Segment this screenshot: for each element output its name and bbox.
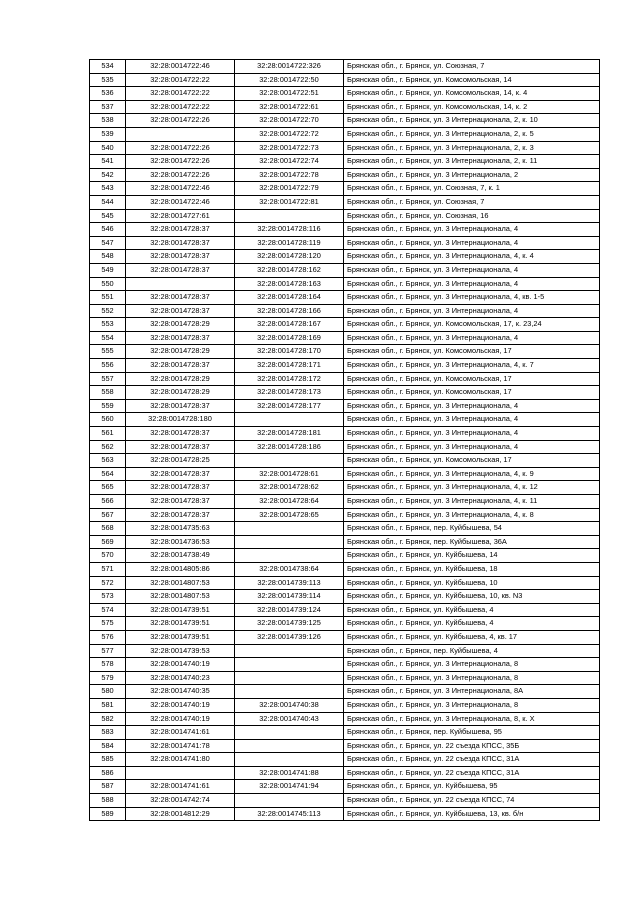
parent-cadastral-cell: 32:28:0014740:19	[126, 658, 235, 672]
table-row	[90, 685, 600, 699]
address-cell: Брянская обл., г. Брянск, ул. 3 Интернационала, 4, к. 9	[344, 467, 600, 481]
cadastral-number-cell	[235, 658, 344, 672]
table-row	[90, 413, 600, 427]
cadastral-number-cell: 32:28:0014728:171	[235, 359, 344, 373]
cadastral-number-cell: 32:28:0014728:172	[235, 372, 344, 386]
address-cell: Брянская обл., г. Брянск, ул. 22 съезда КПСС, 31А	[344, 766, 600, 780]
row-number-cell: 554	[90, 331, 126, 345]
parent-cadastral-cell: 32:28:0014728:37	[126, 495, 235, 509]
parent-cadastral-cell: 32:28:0014722:22	[126, 73, 235, 87]
cadastral-number-cell	[235, 726, 344, 740]
address-cell: Брянская обл., г. Брянск, ул. 3 Интернационала, 2, к. 3	[344, 141, 600, 155]
table-row	[90, 195, 600, 209]
row-number-cell: 536	[90, 87, 126, 101]
cadastral-number-cell: 32:28:0014722:51	[235, 87, 344, 101]
address-cell: Брянская обл., г. Брянск, ул. Куйбышева, 10	[344, 576, 600, 590]
address-cell: Брянская обл., г. Брянск, ул. Комсомольская, 17	[344, 345, 600, 359]
cadastral-number-cell: 32:28:0014728:173	[235, 386, 344, 400]
table-row	[90, 630, 600, 644]
address-cell: Брянская обл., г. Брянск, ул. 3 Интернационала, 8	[344, 698, 600, 712]
parent-cadastral-cell: 32:28:0014739:51	[126, 630, 235, 644]
row-number-cell: 568	[90, 522, 126, 536]
row-number-cell: 583	[90, 726, 126, 740]
parent-cadastral-cell: 32:28:0014728:29	[126, 345, 235, 359]
row-number-cell: 549	[90, 263, 126, 277]
parent-cadastral-cell: 32:28:0014735:63	[126, 522, 235, 536]
row-number-cell: 539	[90, 127, 126, 141]
address-cell: Брянская обл., г. Брянск, ул. Комсомольская, 14	[344, 73, 600, 87]
parent-cadastral-cell: 32:28:0014728:37	[126, 236, 235, 250]
cadastral-number-cell: 32:28:0014728:170	[235, 345, 344, 359]
address-cell: Брянская обл., г. Брянск, ул. Союзная, 16	[344, 209, 600, 223]
row-number-cell: 548	[90, 250, 126, 264]
cadastral-number-cell: 32:28:0014722:79	[235, 182, 344, 196]
cadastral-number-cell: 32:28:0014728:64	[235, 495, 344, 509]
address-cell: Брянская обл., г. Брянск, ул. 3 Интернационала, 8, к. X	[344, 712, 600, 726]
row-number-cell: 551	[90, 291, 126, 305]
address-cell: Брянская обл., г. Брянск, ул. Куйбышева, 10, кв. N3	[344, 590, 600, 604]
row-number-cell: 562	[90, 440, 126, 454]
address-cell: Брянская обл., г. Брянск, ул. 3 Интернационала, 4	[344, 223, 600, 237]
table-row	[90, 250, 600, 264]
parent-cadastral-cell: 32:28:0014728:29	[126, 318, 235, 332]
row-number-cell: 558	[90, 386, 126, 400]
table-row	[90, 345, 600, 359]
table-row	[90, 576, 600, 590]
row-number-cell: 535	[90, 73, 126, 87]
address-cell: Брянская обл., г. Брянск, ул. 3 Интернационала, 2	[344, 168, 600, 182]
address-cell: Брянская обл., г. Брянск, ул. 3 Интернационала, 8	[344, 658, 600, 672]
parent-cadastral-cell: 32:28:0014741:80	[126, 753, 235, 767]
parent-cadastral-cell: 32:28:0014740:35	[126, 685, 235, 699]
parent-cadastral-cell: 32:28:0014722:22	[126, 100, 235, 114]
cadastral-number-cell: 32:28:0014728:119	[235, 236, 344, 250]
row-number-cell: 563	[90, 454, 126, 468]
table-row	[90, 671, 600, 685]
table-row	[90, 644, 600, 658]
parent-cadastral-cell: 32:28:0014728:37	[126, 359, 235, 373]
row-number-cell: 588	[90, 794, 126, 808]
row-number-cell: 586	[90, 766, 126, 780]
table-row	[90, 712, 600, 726]
table-row	[90, 807, 600, 821]
cadastral-number-cell: 32:28:0014728:61	[235, 467, 344, 481]
cadastral-number-cell: 32:28:0014728:177	[235, 399, 344, 413]
parent-cadastral-cell: 32:28:0014722:46	[126, 60, 235, 74]
parent-cadastral-cell	[126, 277, 235, 291]
cadastral-number-cell: 32:28:0014728:162	[235, 263, 344, 277]
cadastral-number-cell: 32:28:0014739:125	[235, 617, 344, 631]
row-number-cell: 580	[90, 685, 126, 699]
parent-cadastral-cell: 32:28:0014728:37	[126, 331, 235, 345]
cadastral-number-cell: 32:28:0014728:166	[235, 304, 344, 318]
row-number-cell: 543	[90, 182, 126, 196]
table-row	[90, 726, 600, 740]
cadastral-number-cell: 32:28:0014722:78	[235, 168, 344, 182]
cadastral-number-cell: 32:28:0014741:88	[235, 766, 344, 780]
address-cell: Брянская обл., г. Брянск, ул. 3 Интернационала, 2, к. 10	[344, 114, 600, 128]
row-number-cell: 556	[90, 359, 126, 373]
table-row	[90, 331, 600, 345]
cadastral-number-cell: 32:28:0014738:64	[235, 562, 344, 576]
table-row	[90, 508, 600, 522]
table-row	[90, 481, 600, 495]
row-number-cell: 589	[90, 807, 126, 821]
address-cell: Брянская обл., г. Брянск, ул. Союзная, 7, к. 1	[344, 182, 600, 196]
row-number-cell: 573	[90, 590, 126, 604]
cadastral-number-cell: 32:28:0014728:65	[235, 508, 344, 522]
row-number-cell: 578	[90, 658, 126, 672]
table-row	[90, 454, 600, 468]
parent-cadastral-cell: 32:28:0014728:37	[126, 304, 235, 318]
table-row	[90, 114, 600, 128]
address-cell: Брянская обл., г. Брянск, ул. 3 Интернационала, 4	[344, 331, 600, 345]
table-row	[90, 440, 600, 454]
cadastral-number-cell: 32:28:0014722:61	[235, 100, 344, 114]
parent-cadastral-cell: 32:28:0014739:51	[126, 617, 235, 631]
parent-cadastral-cell: 32:28:0014728:37	[126, 291, 235, 305]
address-cell: Брянская обл., г. Брянск, ул. 3 Интернационала, 4	[344, 413, 600, 427]
address-cell: Брянская обл., г. Брянск, пер. Куйбышева, 4	[344, 644, 600, 658]
cadastral-number-cell	[235, 413, 344, 427]
cadastral-number-cell: 32:28:0014728:167	[235, 318, 344, 332]
address-cell: Брянская обл., г. Брянск, ул. Куйбышева, 13, кв. б/н	[344, 807, 600, 821]
address-cell: Брянская обл., г. Брянск, ул. Куйбышева, 4	[344, 617, 600, 631]
parent-cadastral-cell: 32:28:0014722:26	[126, 168, 235, 182]
cadastral-number-cell: 32:28:0014728:164	[235, 291, 344, 305]
table-row	[90, 522, 600, 536]
table-row	[90, 87, 600, 101]
parent-cadastral-cell: 32:28:0014740:19	[126, 712, 235, 726]
parent-cadastral-cell: 32:28:0014728:37	[126, 250, 235, 264]
table-row	[90, 603, 600, 617]
parent-cadastral-cell: 32:28:0014728:29	[126, 386, 235, 400]
table-row	[90, 263, 600, 277]
cadastral-number-cell: 32:28:0014722:74	[235, 155, 344, 169]
row-number-cell: 547	[90, 236, 126, 250]
parent-cadastral-cell: 32:28:0014722:46	[126, 182, 235, 196]
address-cell: Брянская обл., г. Брянск, ул. 3 Интернационала, 4, к. 7	[344, 359, 600, 373]
parent-cadastral-cell: 32:28:0014728:37	[126, 263, 235, 277]
table-row	[90, 467, 600, 481]
row-number-cell: 567	[90, 508, 126, 522]
parent-cadastral-cell: 32:28:0014722:26	[126, 141, 235, 155]
address-cell: Брянская обл., г. Брянск, ул. 22 съезда КПСС, 31А	[344, 753, 600, 767]
address-cell: Брянская обл., г. Брянск, ул. Куйбышева, 4, кв. 17	[344, 630, 600, 644]
table-row	[90, 549, 600, 563]
table-body	[90, 60, 600, 821]
cadastral-number-cell: 32:28:0014728:62	[235, 481, 344, 495]
parent-cadastral-cell: 32:28:0014736:53	[126, 535, 235, 549]
parent-cadastral-cell: 32:28:0014722:26	[126, 155, 235, 169]
parent-cadastral-cell: 32:28:0014722:26	[126, 114, 235, 128]
row-number-cell: 560	[90, 413, 126, 427]
address-cell: Брянская обл., г. Брянск, ул. Союзная, 7	[344, 60, 600, 74]
address-cell: Брянская обл., г. Брянск, ул. Комсомольская, 14, к. 4	[344, 87, 600, 101]
cadastral-number-cell: 32:28:0014728:120	[235, 250, 344, 264]
cadastral-number-cell: 32:28:0014728:169	[235, 331, 344, 345]
parent-cadastral-cell: 32:28:0014807:53	[126, 576, 235, 590]
row-number-cell: 576	[90, 630, 126, 644]
table-row	[90, 182, 600, 196]
table-row	[90, 73, 600, 87]
row-number-cell: 572	[90, 576, 126, 590]
cadastral-number-cell: 32:28:0014739:114	[235, 590, 344, 604]
address-cell: Брянская обл., г. Брянск, пер. Куйбышева, 54	[344, 522, 600, 536]
cadastral-number-cell: 32:28:0014745:113	[235, 807, 344, 821]
cadastral-number-cell	[235, 753, 344, 767]
parent-cadastral-cell: 32:28:0014739:53	[126, 644, 235, 658]
table-row	[90, 318, 600, 332]
table-row	[90, 223, 600, 237]
row-number-cell: 579	[90, 671, 126, 685]
table-row	[90, 141, 600, 155]
parent-cadastral-cell: 32:28:0014728:29	[126, 372, 235, 386]
address-cell: Брянская обл., г. Брянск, ул. 3 Интернационала, 4, кв. 1-5	[344, 291, 600, 305]
table-row	[90, 562, 600, 576]
row-number-cell: 571	[90, 562, 126, 576]
table-row	[90, 60, 600, 74]
cadastral-number-cell: 32:28:0014722:326	[235, 60, 344, 74]
cadastral-number-cell: 32:28:0014728:116	[235, 223, 344, 237]
cadastral-number-cell	[235, 685, 344, 699]
cadastral-number-cell: 32:28:0014722:70	[235, 114, 344, 128]
address-cell: Брянская обл., г. Брянск, ул. 3 Интернационала, 4	[344, 399, 600, 413]
parcel-table	[89, 59, 600, 821]
table-row	[90, 359, 600, 373]
address-cell: Брянская обл., г. Брянск, ул. 22 съезда КПСС, 35Б	[344, 739, 600, 753]
row-number-cell: 541	[90, 155, 126, 169]
parent-cadastral-cell	[126, 766, 235, 780]
row-number-cell: 584	[90, 739, 126, 753]
address-cell: Брянская обл., г. Брянск, ул. Комсомольская, 14, к. 2	[344, 100, 600, 114]
table-row	[90, 617, 600, 631]
parent-cadastral-cell: 32:28:0014722:22	[126, 87, 235, 101]
parent-cadastral-cell: 32:28:0014742:74	[126, 794, 235, 808]
parent-cadastral-cell: 32:28:0014805:86	[126, 562, 235, 576]
table-row	[90, 236, 600, 250]
parent-cadastral-cell: 32:28:0014728:37	[126, 440, 235, 454]
table-row	[90, 127, 600, 141]
parent-cadastral-cell: 32:28:0014739:51	[126, 603, 235, 617]
address-cell: Брянская обл., г. Брянск, ул. Куйбышева, 14	[344, 549, 600, 563]
address-cell: Брянская обл., г. Брянск, ул. 3 Интернационала, 4	[344, 236, 600, 250]
parent-cadastral-cell: 32:28:0014741:78	[126, 739, 235, 753]
table-row	[90, 386, 600, 400]
cadastral-number-cell: 32:28:0014722:72	[235, 127, 344, 141]
row-number-cell: 574	[90, 603, 126, 617]
cadastral-number-cell: 32:28:0014728:186	[235, 440, 344, 454]
row-number-cell: 582	[90, 712, 126, 726]
table-row	[90, 209, 600, 223]
row-number-cell: 581	[90, 698, 126, 712]
parent-cadastral-cell: 32:28:0014740:23	[126, 671, 235, 685]
table-row	[90, 168, 600, 182]
cadastral-number-cell: 32:28:0014722:81	[235, 195, 344, 209]
row-number-cell: 553	[90, 318, 126, 332]
parent-cadastral-cell: 32:28:0014812:29	[126, 807, 235, 821]
table-row	[90, 495, 600, 509]
table-row	[90, 304, 600, 318]
cadastral-number-cell	[235, 535, 344, 549]
address-cell: Брянская обл., г. Брянск, ул. Комсомольская, 17	[344, 386, 600, 400]
parent-cadastral-cell: 32:28:0014741:61	[126, 726, 235, 740]
cadastral-number-cell: 32:28:0014722:50	[235, 73, 344, 87]
row-number-cell: 570	[90, 549, 126, 563]
parent-cadastral-cell: 32:28:0014728:37	[126, 508, 235, 522]
row-number-cell: 559	[90, 399, 126, 413]
table-row	[90, 739, 600, 753]
cadastral-number-cell	[235, 209, 344, 223]
row-number-cell: 534	[90, 60, 126, 74]
row-number-cell: 587	[90, 780, 126, 794]
row-number-cell: 569	[90, 535, 126, 549]
row-number-cell: 564	[90, 467, 126, 481]
address-cell: Брянская обл., г. Брянск, ул. 3 Интернационала, 2, к. 11	[344, 155, 600, 169]
row-number-cell: 552	[90, 304, 126, 318]
parent-cadastral-cell: 32:28:0014807:53	[126, 590, 235, 604]
parent-cadastral-cell: 32:28:0014738:49	[126, 549, 235, 563]
row-number-cell: 540	[90, 141, 126, 155]
address-cell: Брянская обл., г. Брянск, ул. 3 Интернационала, 4, к. 11	[344, 495, 600, 509]
row-number-cell: 542	[90, 168, 126, 182]
row-number-cell: 546	[90, 223, 126, 237]
table-row	[90, 780, 600, 794]
table-row	[90, 277, 600, 291]
table-row	[90, 372, 600, 386]
cadastral-number-cell	[235, 549, 344, 563]
cadastral-number-cell	[235, 671, 344, 685]
address-cell: Брянская обл., г. Брянск, ул. Комсомольская, 17	[344, 372, 600, 386]
table-row	[90, 291, 600, 305]
row-number-cell: 565	[90, 481, 126, 495]
parent-cadastral-cell	[126, 127, 235, 141]
row-number-cell: 538	[90, 114, 126, 128]
parent-cadastral-cell: 32:28:0014728:37	[126, 467, 235, 481]
table-row	[90, 155, 600, 169]
table-row	[90, 698, 600, 712]
address-cell: Брянская обл., г. Брянск, ул. Куйбышева, 18	[344, 562, 600, 576]
address-cell: Брянская обл., г. Брянск, ул. 3 Интернационала, 8	[344, 671, 600, 685]
address-cell: Брянская обл., г. Брянск, ул. Комсомольская, 17	[344, 454, 600, 468]
table-row	[90, 100, 600, 114]
cadastral-number-cell: 32:28:0014739:126	[235, 630, 344, 644]
parent-cadastral-cell: 32:28:0014740:19	[126, 698, 235, 712]
document-page	[89, 59, 600, 821]
parent-cadastral-cell: 32:28:0014728:180	[126, 413, 235, 427]
address-cell: Брянская обл., г. Брянск, ул. Комсомольская, 17, к. 23,24	[344, 318, 600, 332]
row-number-cell: 557	[90, 372, 126, 386]
parent-cadastral-cell: 32:28:0014728:37	[126, 399, 235, 413]
parent-cadastral-cell: 32:28:0014728:25	[126, 454, 235, 468]
parent-cadastral-cell: 32:28:0014727:61	[126, 209, 235, 223]
address-cell: Брянская обл., г. Брянск, ул. 3 Интернационала, 4, к. 8	[344, 508, 600, 522]
row-number-cell: 545	[90, 209, 126, 223]
row-number-cell: 537	[90, 100, 126, 114]
cadastral-number-cell	[235, 522, 344, 536]
address-cell: Брянская обл., г. Брянск, ул. 3 Интернационала, 8А	[344, 685, 600, 699]
address-cell: Брянская обл., г. Брянск, ул. 3 Интернационала, 4	[344, 440, 600, 454]
row-number-cell: 544	[90, 195, 126, 209]
parent-cadastral-cell: 32:28:0014728:37	[126, 223, 235, 237]
table-row	[90, 535, 600, 549]
address-cell: Брянская обл., г. Брянск, ул. Куйбышева, 95	[344, 780, 600, 794]
table-row	[90, 427, 600, 441]
table-row	[90, 753, 600, 767]
row-number-cell: 555	[90, 345, 126, 359]
parent-cadastral-cell: 32:28:0014722:46	[126, 195, 235, 209]
address-cell: Брянская обл., г. Брянск, ул. 3 Интернационала, 4	[344, 427, 600, 441]
address-cell: Брянская обл., г. Брянск, ул. 3 Интернационала, 4, к. 4	[344, 250, 600, 264]
cadastral-number-cell: 32:28:0014740:38	[235, 698, 344, 712]
cadastral-number-cell	[235, 454, 344, 468]
table-row	[90, 399, 600, 413]
row-number-cell: 577	[90, 644, 126, 658]
cadastral-number-cell: 32:28:0014728:181	[235, 427, 344, 441]
table-row	[90, 766, 600, 780]
row-number-cell: 561	[90, 427, 126, 441]
address-cell: Брянская обл., г. Брянск, пер. Куйбышева, 36А	[344, 535, 600, 549]
table-row	[90, 590, 600, 604]
cadastral-number-cell	[235, 739, 344, 753]
table-row	[90, 658, 600, 672]
cadastral-number-cell: 32:28:0014741:94	[235, 780, 344, 794]
address-cell: Брянская обл., г. Брянск, пер. Куйбышева, 95	[344, 726, 600, 740]
address-cell: Брянская обл., г. Брянск, ул. 3 Интернационала, 4, к. 12	[344, 481, 600, 495]
row-number-cell: 585	[90, 753, 126, 767]
cadastral-number-cell: 32:28:0014728:163	[235, 277, 344, 291]
address-cell: Брянская обл., г. Брянск, ул. Союзная, 7	[344, 195, 600, 209]
address-cell: Брянская обл., г. Брянск, ул. 3 Интернационала, 4	[344, 263, 600, 277]
address-cell: Брянская обл., г. Брянск, ул. 3 Интернационала, 2, к. 5	[344, 127, 600, 141]
cadastral-number-cell	[235, 794, 344, 808]
row-number-cell: 566	[90, 495, 126, 509]
cadastral-number-cell: 32:28:0014739:113	[235, 576, 344, 590]
address-cell: Брянская обл., г. Брянск, ул. 3 Интернационала, 4	[344, 277, 600, 291]
row-number-cell: 575	[90, 617, 126, 631]
address-cell: Брянская обл., г. Брянск, ул. Куйбышева, 4	[344, 603, 600, 617]
parent-cadastral-cell: 32:28:0014741:61	[126, 780, 235, 794]
table-row	[90, 794, 600, 808]
parent-cadastral-cell: 32:28:0014728:37	[126, 481, 235, 495]
cadastral-number-cell	[235, 644, 344, 658]
address-cell: Брянская обл., г. Брянск, ул. 22 съезда КПСС, 74	[344, 794, 600, 808]
row-number-cell: 550	[90, 277, 126, 291]
cadastral-number-cell: 32:28:0014739:124	[235, 603, 344, 617]
parent-cadastral-cell: 32:28:0014728:37	[126, 427, 235, 441]
cadastral-number-cell: 32:28:0014740:43	[235, 712, 344, 726]
address-cell: Брянская обл., г. Брянск, ул. 3 Интернационала, 4	[344, 304, 600, 318]
cadastral-number-cell: 32:28:0014722:73	[235, 141, 344, 155]
